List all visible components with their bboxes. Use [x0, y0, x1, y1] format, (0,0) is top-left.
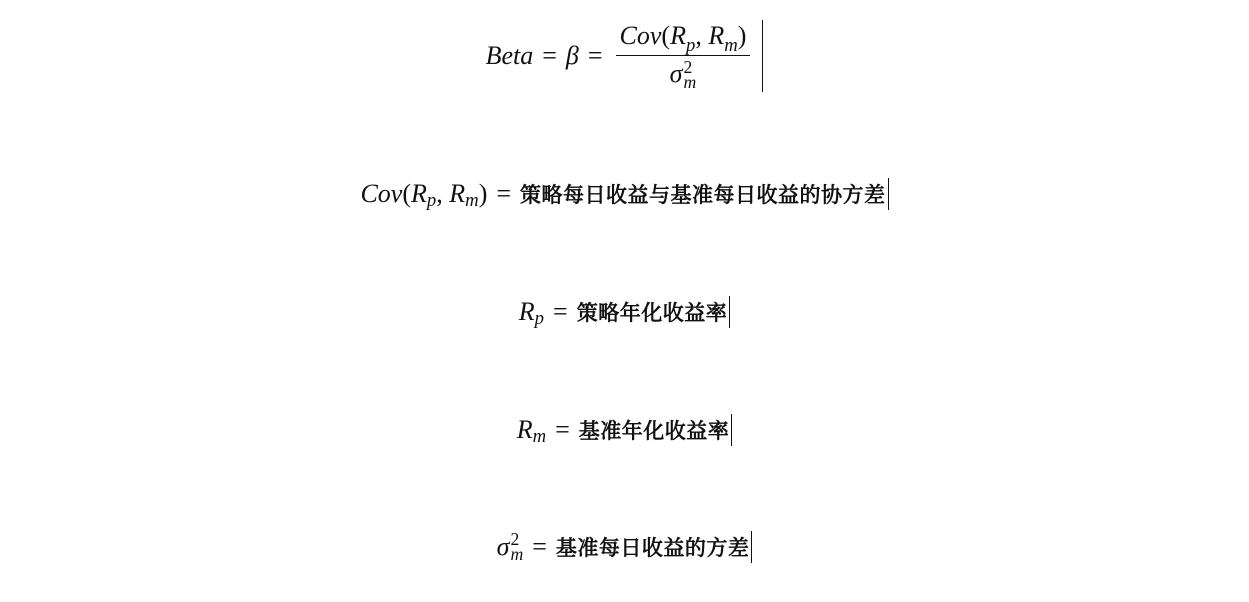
text-cursor [888, 178, 889, 210]
equals-sign: = [532, 532, 547, 561]
text-cursor [751, 531, 752, 563]
fraction-numerator: $Cov(R_p$, $R_m$) [616, 22, 751, 56]
rm-description: 基准年化收益率 [578, 419, 730, 443]
rp-description: 策略年化收益率 [576, 301, 728, 325]
beta-equation [0, 14, 1249, 98]
rp-definition: R $_p$ = 策略年化收益率 [0, 292, 1249, 332]
cov-description: 策略每日收益与基准每日收益的协方差 [520, 183, 886, 207]
text-cursor [762, 20, 763, 92]
beta-symbol: β [565, 41, 579, 70]
cov-definition: Cov ( R $_p$ , R $_m$ ) = 策略每日收益与基准每日收益的协方差 [0, 174, 1249, 214]
beta-word: Beta [485, 41, 534, 70]
variance-definition: σ 2 m = 基准每日收益的方差 [0, 526, 1249, 568]
equals-sign: = [553, 297, 568, 326]
text-cursor [729, 296, 730, 328]
equals-sign: = [496, 179, 512, 208]
variance-description: 基准每日收益的方差 [555, 536, 750, 560]
equals-sign: = [555, 415, 570, 444]
equals-sign: = [542, 41, 557, 70]
fraction-denominator: σ 2 m [669, 56, 697, 92]
beta-fraction [616, 22, 751, 90]
equals-sign: = [587, 41, 603, 70]
rm-definition: R $_m$ = 基准年化收益率 [0, 410, 1249, 450]
text-cursor [731, 414, 732, 446]
